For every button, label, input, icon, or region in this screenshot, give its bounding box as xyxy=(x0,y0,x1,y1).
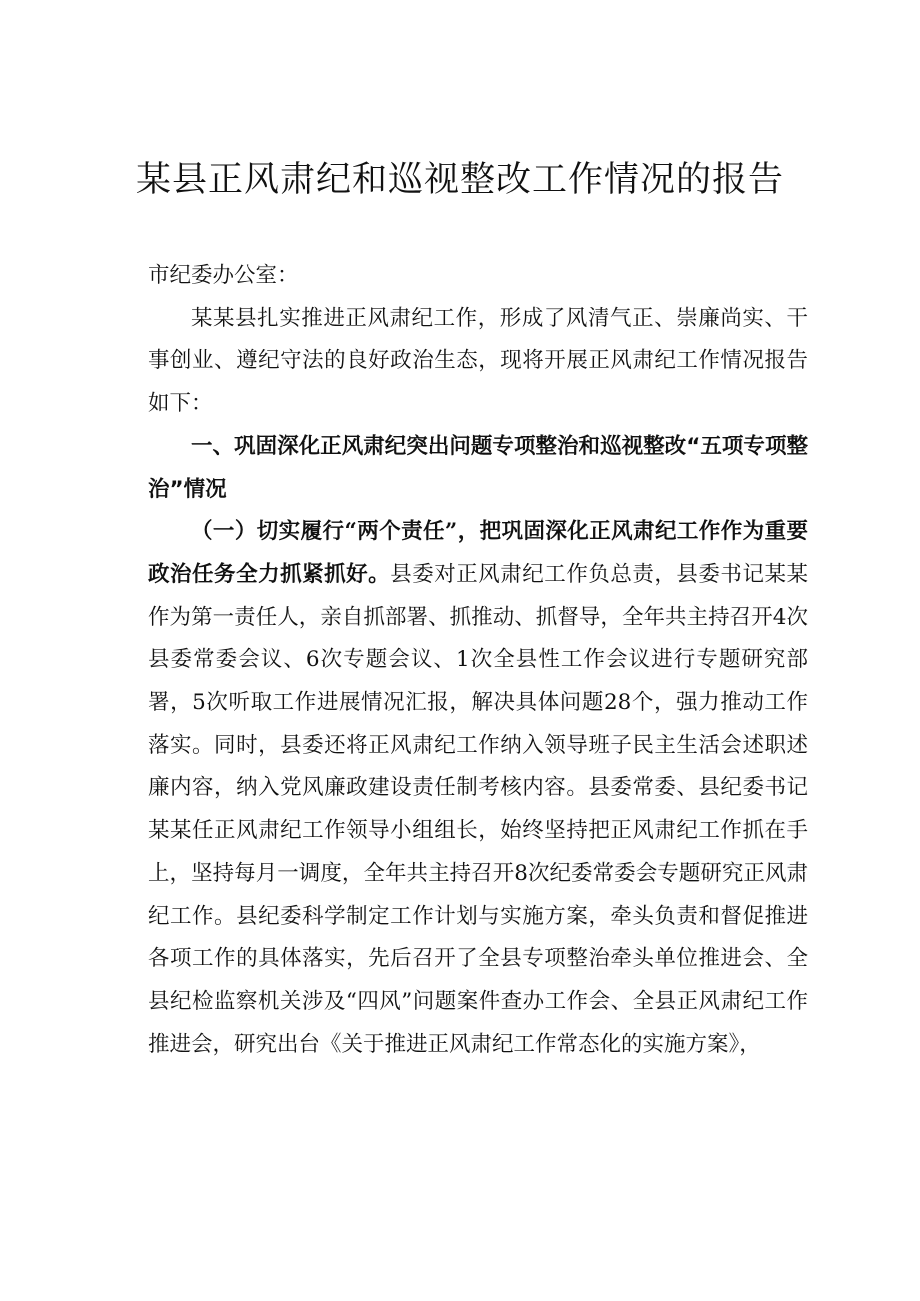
salutation: 市纪委办公室： xyxy=(148,263,299,288)
subsection-lead: （一）切实履行“两个责任”，把巩固深化正风肃纪工作作为重要政治任务全力抓紧抓好。 xyxy=(148,519,808,587)
intro-paragraph: 某某县扎实推进正风肃纪工作，形成了风清气正、崇廉尚实、干事创业、遵纪守法的良好政治生态，现将开展正风肃纪工作情况报告如下： xyxy=(148,305,808,417)
document-title: 某县正风肃纪和巡视整改工作情况的报告 xyxy=(135,160,784,200)
subsection-paragraph xyxy=(148,511,808,1066)
document-body xyxy=(148,255,808,1066)
section-heading: 一、巩固深化正风肃纪突出问题专项整治和巡视整改“五项专项整治”情况 xyxy=(148,433,808,502)
subsection-body: 县委对正风肃纪工作负总责，县委书记某某作为第一责任人，亲自抓部署、抓推动、抓督导，全年共主持召开4次县委常委会议、6次专题会议、1次全县性工作会议进行专题研究部署，5次听取工作进展情况汇报，解决具体问题28个，强力推动工作落实。同时，县委还将正风肃纪工作纳入领导班子民主生活会述职述廉内容，纳入党风廉政建设责任制考核内容。县委常委、县纪委书记某某任正风肃纪工作领导小组组长，始终坚持把正风肃纪工作抓在手上，坚持每月一调度，全年共主持召开8次纪委常委会专题研究正风肃纪工作。县纪委科学制定工作计划与实施方案，牵头负责和督促推进各项工作的具体落实，先后召开了全县专项整治牵头单位推进会、全县纪检监察机关涉及“四风”问题案件查办工作会、全县正风肃纪工作推进会，研究出台《关于推进正风肃纪工作常态化的实施方案》， xyxy=(148,561,808,1057)
